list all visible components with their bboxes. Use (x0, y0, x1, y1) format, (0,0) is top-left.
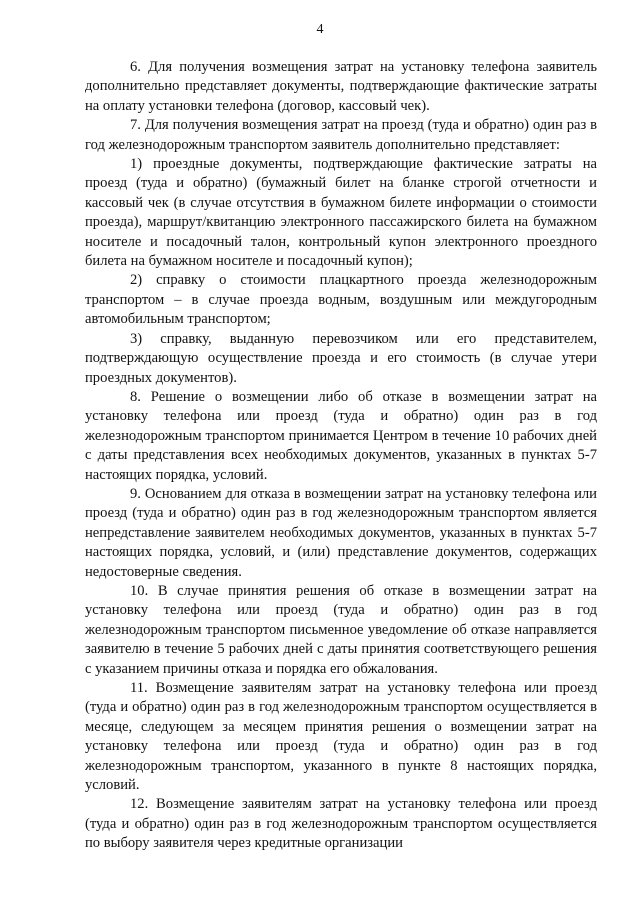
document-body (85, 58, 597, 854)
paragraph-9: 9. Основанием для отказа в возмещении затрат на установку телефона или проезд (туда и обратно) один раз в год железнодорожным транспортом является непредставление заявителем необходимых документов, указанных в пунктах 5-7 настоящих порядка, условий, и (или) представление документов, содержащих недостоверные сведения. (85, 485, 597, 580)
paragraph-11: 11. Возмещение заявителям затрат на установку телефона или проезд (туда и обратно) один раз в год железнодорожным транспортом осуществляется в месяце, следующем за месяцем принятия решения о возмещении затрат на установку телефона или проезд (туда и обратно) один раз в год железнодорожным транспортом, указанного в пункте 8 настоящих порядка, условий. (85, 680, 597, 794)
paragraph-7-item-3: 3) справку, выданную перевозчиком или его представителем, подтверждающую осуществление проезда и его стоимость (в случае утери проездных документов). (85, 330, 597, 386)
paragraph-10: 10. В случае принятия решения об отказе в возмещении затрат на установку телефона или проезд (туда и обратно) один раз в год железнодорожным транспортом письменное уведомление об отказе направляется заявителю в течение 5 рабочих дней с даты принятия соответствующего решения с указанием причины отказа и порядка его обжалования. (85, 582, 597, 677)
paragraph-12: 12. Возмещение заявителям затрат на установку телефона или проезд (туда и обратно) один раз в год железнодорожным транспортом осуществляется по выбору заявителя через кредитные организации (85, 796, 597, 852)
paragraph-7: 7. Для получения возмещения затрат на проезд (туда и обратно) один раз в год железнодорожным транспортом заявитель дополнительно представляет: (85, 117, 597, 153)
paragraph-6: 6. Для получения возмещения затрат на установку телефона заявитель дополнительно представляет документы, подтверждающие фактические затраты на оплату установки телефона (договор, кассовый чек). (85, 59, 597, 114)
paragraph-8: 8. Решение о возмещении либо об отказе в возмещении затрат на установку телефона или проезд (туда и обратно) один раз в год железнодорожным транспортом принимается Центром в течение 10 рабочих дней с даты представления всех необходимых документов, указанных в пунктах 5-7 настоящих порядка, условий. (85, 388, 597, 483)
paragraph-7-item-1: 1) проездные документы, подтверждающие фактические затраты на проезд (туда и обратно) (бумажный билет на бланке строгой отчетности и кассовый чек (в случае отсутствия в бумажном билете информации о стоимости проезда), маршрут/квитанцию электронного пассажирского билета на бумажном носителе и посадочный талон, контрольный купон электронного проездного билета на бумажном носителе и посадочный купон); (85, 156, 597, 270)
page-number: 4 (316, 22, 324, 37)
paragraph-7-item-2: 2) справку о стоимости плацкартного проезда железнодорожным транспортом – в случае проезда водным, воздушным или междугородным автомобильным транспортом; (85, 272, 597, 328)
